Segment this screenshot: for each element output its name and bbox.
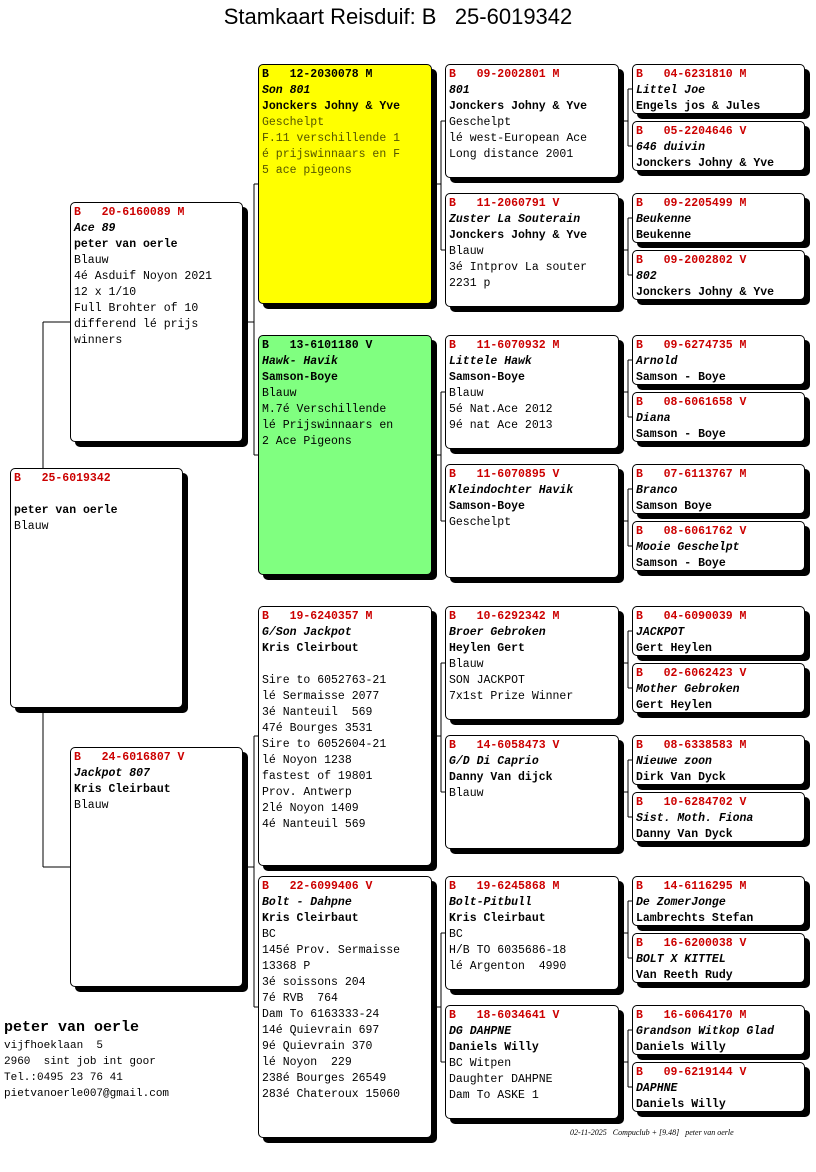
detail-line: lé Sermaisse 2077 [262,690,380,703]
ring-number: B 10-6284702 V [636,796,747,809]
detail-line: 9é nat Ace 2013 [449,419,553,432]
breeder-name: Kris Cleirbaut [74,783,171,796]
ancestor-ddsd-card[interactable] [632,933,805,983]
breeder-name: Danny Van Dyck [636,828,733,841]
detail-line: Long distance 2001 [449,148,574,161]
ring-number: B 25-6019342 [14,472,111,485]
detail-line: Blauw [449,245,484,258]
ring-number: B 24-6016807 V [74,751,185,764]
subject-pigeon-card[interactable] [10,468,183,708]
ring-number: B 09-6219144 V [636,1066,747,1079]
ancestor-dsdd-card[interactable] [632,792,805,842]
pigeon-name: G/D Di Caprio [449,755,539,768]
pigeon-name: Mooie Geschelpt [636,541,740,554]
ring-number: B 14-6116295 M [636,880,747,893]
detail-line: Prov. Antwerp [262,786,352,799]
detail-line: 238é Bourges 26549 [262,1072,387,1085]
detail-line: F.11 verschillende 1 [262,132,401,145]
pigeon-name: Grandson Witkop Glad [636,1025,775,1038]
ring-number: B 02-6062423 V [636,667,747,680]
breeder-name: Lambrechts Stefan [636,912,754,925]
ancestor-ssd-card[interactable] [445,193,619,307]
ancestor-ssds-card[interactable] [632,193,805,243]
detail-line: 7x1st Prize Winner [449,690,574,703]
detail-line: lé Argenton 4990 [449,960,567,973]
ancestor-dd-card[interactable] [258,876,432,1138]
ancestor-dddd-card[interactable] [632,1062,805,1112]
owner-block [4,1018,169,1102]
detail-line: M.7é Verschillende [262,403,387,416]
ancestor-sdss-card[interactable] [632,335,805,385]
ancestor-sssd-card[interactable] [632,121,805,171]
breeder-name: Daniels Willy [449,1041,539,1054]
ancestor-sds-card[interactable] [445,335,619,449]
detail-line: 2 Ace Pigeons [262,435,352,448]
breeder-name: Daniels Willy [636,1098,726,1111]
pigeon-name: Ace 89 [74,222,116,235]
ring-number: B 09-2002801 M [449,68,560,81]
ring-number: B 08-6061762 V [636,525,747,538]
ancestor-dss-card[interactable] [445,606,619,720]
detail-line: Dam To 6163333-24 [262,1008,380,1021]
ancestor-sdd-card[interactable] [445,464,619,578]
detail-line: Blauw [14,520,49,533]
pigeon-name: Kleindochter Havik [449,484,574,497]
pigeon-name: Arnold [636,355,678,368]
detail-line: 14é Quievrain 697 [262,1024,380,1037]
ancestor-dsss-card[interactable] [632,606,805,656]
ring-number: B 10-6292342 M [449,610,560,623]
detail-line: BC [449,928,463,941]
breeder-name: Kris Cleirbaut [262,912,359,925]
page-title: Stamkaart Reisduif: B 25-6019342 [223,4,573,29]
breeder-name: Samson - Boye [636,428,726,441]
ring-number: B 20-6160089 M [74,206,185,219]
ancestor-ssss-card[interactable] [632,64,805,114]
detail-line: Blauw [449,787,484,800]
ancestor-sddd-card[interactable] [632,521,805,571]
detail-line: lé Noyon 229 [262,1056,352,1069]
breeder-name: Gert Heylen [636,699,712,712]
pigeon-name: Littel Joe [636,84,706,97]
ring-number: B 19-6240357 M [262,610,373,623]
detail-line: Blauw [449,658,484,671]
breeder-name: Jonckers Johny & Yve [636,157,775,170]
detail-line: Sire to 6052763-21 [262,674,387,687]
ring-number: B 08-6338583 M [636,739,747,752]
detail-line: 3é Nanteuil 569 [262,706,373,719]
breeder-name: Samson-Boye [262,371,338,384]
breeder-name: Beukenne [636,229,692,242]
detail-line: BC [262,928,276,941]
ring-number: B 16-6200038 V [636,937,747,950]
detail-line: fastest of 19801 [262,770,373,783]
owner-phone: Tel.:0495 23 76 41 [4,1072,123,1084]
detail-line: Geschelpt [449,516,512,529]
owner-city: 2960 sint job int goor [4,1056,156,1068]
breeder-name: Jonckers Johny & Yve [262,100,401,113]
ancestor-ds-card[interactable] [258,606,432,866]
breeder-name: Dirk Van Dyck [636,771,726,784]
detail-line: 283é Chateroux 15060 [262,1088,401,1101]
pigeon-name: Nieuwe zoon [636,755,712,768]
owner-name: peter van oerle [4,1019,140,1036]
sire-card[interactable] [70,202,243,442]
detail-line: Blauw [449,387,484,400]
pigeon-name: 802 [636,270,657,283]
ancestor-dssd-card[interactable] [632,663,805,713]
footer-note: 02-11-2025 Compuclub + [9.48] peter van oerle [570,1128,734,1137]
ring-number: B 11-6070932 M [449,339,560,352]
detail-line: lé Prijswinnaars en [262,419,394,432]
detail-line: 5é Nat.Ace 2012 [449,403,553,416]
owner-email[interactable]: pietvanoerle007@gmail.com [4,1088,170,1100]
ancestor-sss-card[interactable] [445,64,619,178]
ancestor-ddds-card[interactable] [632,1005,805,1055]
breeder-name: Jonckers Johny & Yve [449,229,588,242]
ring-number: B 05-2204646 V [636,125,747,138]
pigeon-name: DAPHNE [636,1082,678,1095]
detail-line: Blauw [74,799,109,812]
breeder-name: Gert Heylen [636,642,712,655]
ring-number: B 04-6090039 M [636,610,747,623]
ring-number: B 11-2060791 V [449,197,560,210]
ring-number: B 18-6034641 V [449,1009,560,1022]
ring-number: B 07-6113767 M [636,468,747,481]
breeder-name: Van Reeth Rudy [636,969,733,982]
detail-line: Geschelpt [449,116,512,129]
breeder-name: Danny Van dijck [449,771,553,784]
ancestor-ss-card[interactable] [258,64,432,304]
pigeon-name: Son 801 [262,84,311,97]
detail-line: Daughter DAHPNE [449,1073,553,1086]
detail-line: é prijswinnaars en F [262,148,401,161]
breeder-name: peter van oerle [14,504,118,517]
breeder-name: Samson - Boye [636,557,726,570]
detail-line: lé west-European Ace [449,132,588,145]
detail-line: 13368 P [262,960,311,973]
detail-line: 3é soissons 204 [262,976,366,989]
ring-number: B 19-6245868 M [449,880,560,893]
detail-line: Dam To ASKE 1 [449,1089,539,1102]
pigeon-name: Sist. Moth. Fiona [636,812,754,825]
pigeon-name: Littele Hawk [449,355,532,368]
breeder-name: Samson-Boye [449,371,525,384]
pigeon-name: 801 [449,84,470,97]
detail-line: 47é Bourges 3531 [262,722,373,735]
ancestor-ssdd-card[interactable] [632,250,805,300]
pigeon-name: Diana [636,412,671,425]
ring-number: B 16-6064170 M [636,1009,747,1022]
ring-number: B 12-2030078 M [262,68,373,81]
pigeon-name: DG DAHPNE [449,1025,512,1038]
ring-number: B 04-6231810 M [636,68,747,81]
detail-line: Blauw [262,387,297,400]
pigeon-name: G/Son Jackpot [262,626,352,639]
breeder-name: Daniels Willy [636,1041,726,1054]
pigeon-name: Jackpot 807 [74,767,150,780]
breeder-name: Jonckers Johny & Yve [449,100,588,113]
pigeon-name: Broer Gebroken [449,626,546,639]
detail-line: 7é RVB 764 [262,992,338,1005]
pigeon-name: BOLT X KITTEL [636,953,726,966]
pigeon-name: Hawk- Havik [262,355,338,368]
pigeon-name: Mother Gebroken [636,683,740,696]
dam-card[interactable] [70,747,243,987]
detail-line [262,657,428,673]
pigeon-name: Bolt - Dahpne [262,896,352,909]
ring-number: B 13-6101180 V [262,339,373,352]
detail-line: lé Noyon 1238 [262,754,352,767]
ring-number: B 09-6274735 M [636,339,747,352]
ancestor-dds-card[interactable] [445,876,619,990]
detail-line: Blauw [74,254,109,267]
pigeon-name: Zuster La Souterain [449,213,581,226]
ring-number: B 11-6070895 V [449,468,560,481]
ancestor-dsds-card[interactable] [632,735,805,785]
detail-line: 5 ace pigeons [262,164,352,177]
ancestor-dsd-card[interactable] [445,735,619,849]
spacer [14,487,179,503]
detail-line: 12 x 1/10 [74,286,137,299]
detail-line: 2231 p [449,277,491,290]
ancestor-sd-card[interactable] [258,335,432,575]
breeder-name: Kris Cleirbaut [449,912,546,925]
breeder-name: Kris Cleirbout [262,642,359,655]
ancestor-ddss-card[interactable] [632,876,805,926]
breeder-name: Samson Boye [636,500,712,513]
pigeon-name: Bolt-Pitbull [449,896,532,909]
pigeon-name: 646 duivin [636,141,706,154]
detail-line: 4é Nanteuil 569 [262,818,366,831]
detail-line: 4é Asduif Noyon 2021 [74,270,213,283]
ring-number: B 09-2002802 V [636,254,747,267]
detail-line: Geschelpt [262,116,325,129]
detail-line: differend lé prijs [74,318,199,331]
breeder-name: Jonckers Johny & Yve [636,286,775,299]
detail-line: 2lé Noyon 1409 [262,802,359,815]
owner-address: vijfhoeklaan 5 [4,1040,104,1052]
ring-number: B 08-6061658 V [636,396,747,409]
pigeon-name: Beukenne [636,213,692,226]
detail-line: 9é Quievrain 370 [262,1040,373,1053]
detail-line: Full Brohter of 10 [74,302,199,315]
breeder-name: peter van oerle [74,238,178,251]
breeder-name: Samson-Boye [449,500,525,513]
pigeon-name: JACKPOT [636,626,685,639]
ancestor-ddd-card[interactable] [445,1005,619,1119]
detail-line: BC Witpen [449,1057,512,1070]
pigeon-name: Branco [636,484,678,497]
breeder-name: Engels jos & Jules [636,100,761,113]
detail-line: H/B TO 6035686-18 [449,944,567,957]
breeder-name: Heylen Gert [449,642,525,655]
ring-number: B 09-2205499 M [636,197,747,210]
detail-line: SON JACKPOT [449,674,525,687]
ancestor-sdsd-card[interactable] [632,392,805,442]
detail-line: Sire to 6052604-21 [262,738,387,751]
ancestor-sdds-card[interactable] [632,464,805,514]
pigeon-name: De ZomerJonge [636,896,726,909]
detail-line: winners [74,334,123,347]
detail-line: 145é Prov. Sermaisse [262,944,401,957]
breeder-name: Samson - Boye [636,371,726,384]
ring-number: B 22-6099406 V [262,880,373,893]
detail-line: 3é Intprov La souter [449,261,588,274]
ring-number: B 14-6058473 V [449,739,560,752]
